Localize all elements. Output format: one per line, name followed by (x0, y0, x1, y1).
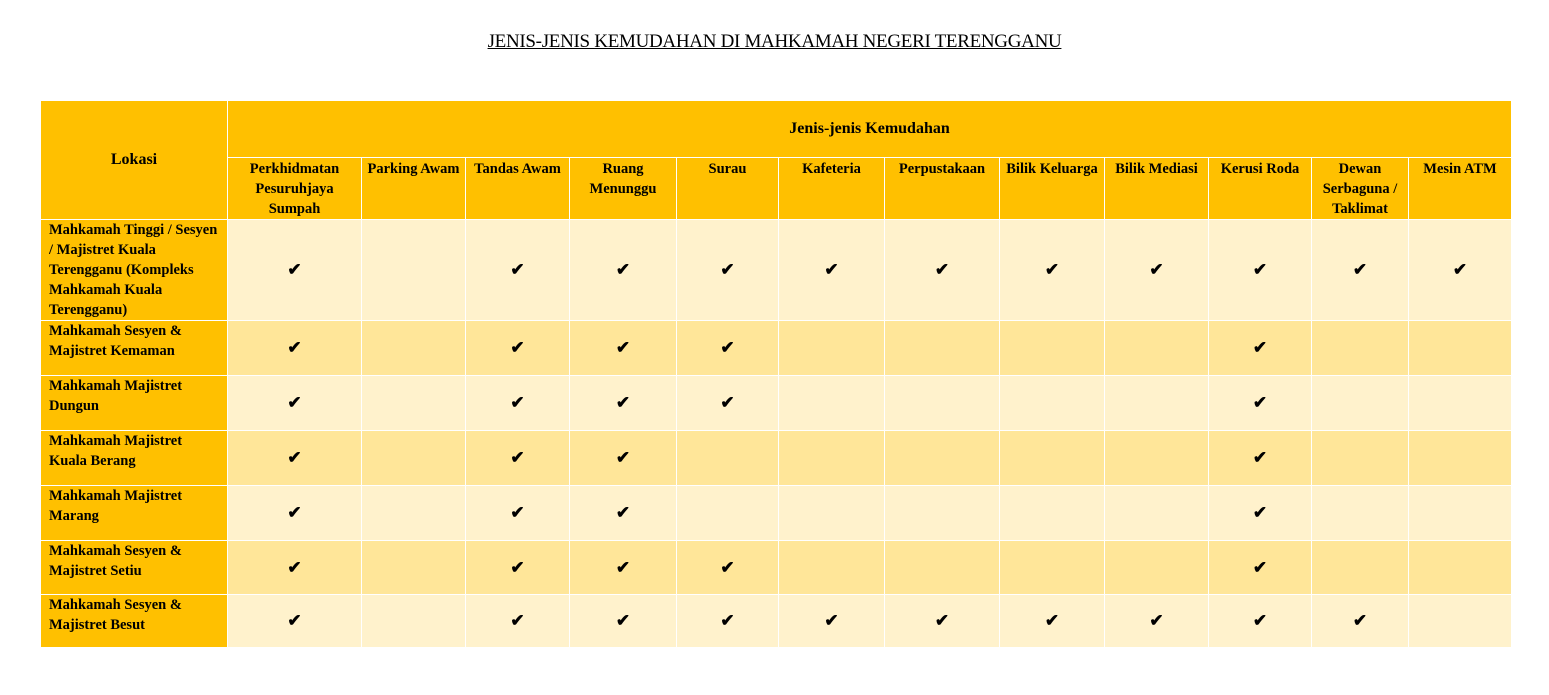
facility-cell (466, 321, 570, 376)
facility-cell (885, 220, 1000, 321)
facility-cell (779, 486, 885, 541)
facility-cell (677, 486, 779, 541)
facility-cell (1312, 376, 1409, 431)
column-header: Mesin ATM (1409, 158, 1512, 220)
facility-cell (1105, 486, 1209, 541)
facility-cell (228, 220, 362, 321)
facility-cell (362, 431, 466, 486)
location-cell: Mahkamah Majistret Dungun (41, 376, 228, 431)
checkmark-icon: ✔ (287, 338, 302, 357)
checkmark-icon: ✔ (615, 557, 631, 577)
location-cell: Mahkamah Sesyen & Majistret Kemaman (41, 321, 228, 376)
checkmark-icon: ✔ (1044, 611, 1060, 630)
facility-cell (570, 595, 677, 648)
column-header: Perpustakaan (885, 158, 1000, 220)
facility-cell (1409, 595, 1512, 648)
page-title: JENIS-JENIS KEMUDAHAN DI MAHKAMAH NEGERI TERENGGANU (487, 31, 1062, 52)
checkmark-icon: ✔ (510, 448, 525, 467)
checkmark-icon: ✔ (615, 611, 631, 630)
facility-cell (1105, 220, 1209, 321)
checkmark-icon: ✔ (287, 260, 302, 279)
column-header: Kafeteria (779, 158, 885, 220)
facility-cell (228, 541, 362, 595)
facility-cell (1209, 486, 1312, 541)
checkmark-icon: ✔ (824, 260, 839, 279)
column-header: Ruang Menunggu (570, 158, 677, 220)
table-row (41, 321, 1512, 376)
facility-cell (779, 431, 885, 486)
facilities-group-header: Jenis-jenis Kemudahan (228, 101, 1512, 158)
facility-cell (466, 595, 570, 648)
checkmark-icon: ✔ (934, 260, 950, 279)
location-cell: Mahkamah Sesyen & Majistret Setiu (41, 541, 228, 595)
facility-cell (885, 321, 1000, 376)
facility-cell (362, 486, 466, 541)
column-header: Dewan Serbaguna / Taklimat (1312, 158, 1409, 220)
facility-cell (1209, 220, 1312, 321)
facility-cell (570, 431, 677, 486)
facility-cell (1000, 595, 1105, 648)
facility-cell (1409, 431, 1512, 486)
facility-cell (1000, 321, 1105, 376)
facility-cell (885, 431, 1000, 486)
facility-cell (570, 376, 677, 431)
checkmark-icon: ✔ (1252, 448, 1268, 467)
facility-cell (466, 541, 570, 595)
facility-cell (228, 321, 362, 376)
location-cell: Mahkamah Majistret Marang (41, 486, 228, 541)
checkmark-icon: ✔ (287, 393, 302, 412)
facility-cell (362, 376, 466, 431)
facility-cell (228, 376, 362, 431)
location-cell: Mahkamah Sesyen & Majistret Besut (41, 595, 228, 648)
checkmark-icon: ✔ (1149, 611, 1164, 630)
facilities-table (40, 100, 1512, 648)
facility-cell (1105, 431, 1209, 486)
facility-cell (228, 595, 362, 648)
facility-cell (570, 321, 677, 376)
location-cell: Mahkamah Majistret Kuala Berang (41, 431, 228, 486)
checkmark-icon: ✔ (720, 260, 735, 279)
checkmark-icon: ✔ (1252, 557, 1268, 577)
checkmark-icon: ✔ (1044, 260, 1060, 279)
facility-cell (677, 595, 779, 648)
checkmark-icon: ✔ (1452, 260, 1468, 279)
table-row (41, 376, 1512, 431)
facility-cell (885, 376, 1000, 431)
facility-cell (779, 220, 885, 321)
checkmark-icon: ✔ (824, 611, 839, 630)
column-header: Surau (677, 158, 779, 220)
facility-cell (1000, 431, 1105, 486)
facility-cell (1209, 376, 1312, 431)
checkmark-icon: ✔ (287, 611, 302, 630)
facility-cell (1409, 321, 1512, 376)
facility-cell (466, 220, 570, 321)
column-header: Tandas Awam (466, 158, 570, 220)
checkmark-icon: ✔ (510, 260, 525, 279)
checkmark-icon: ✔ (1149, 260, 1164, 279)
column-header: Bilik Mediasi (1105, 158, 1209, 220)
facility-cell (677, 220, 779, 321)
facility-cell (228, 486, 362, 541)
facility-cell (1312, 541, 1409, 595)
facility-cell (1312, 220, 1409, 321)
facility-cell (570, 486, 677, 541)
checkmark-icon: ✔ (510, 393, 525, 412)
facility-cell (779, 541, 885, 595)
checkmark-icon: ✔ (1252, 611, 1268, 630)
location-header: Lokasi (41, 101, 228, 220)
facility-cell (1312, 431, 1409, 486)
checkmark-icon: ✔ (287, 503, 302, 522)
facility-cell (466, 431, 570, 486)
facility-cell (885, 486, 1000, 541)
facility-cell (466, 376, 570, 431)
facility-cell (1312, 486, 1409, 541)
facility-cell (779, 321, 885, 376)
facility-cell (1409, 220, 1512, 321)
checkmark-icon: ✔ (720, 393, 735, 412)
checkmark-icon: ✔ (615, 503, 631, 522)
column-header: Kerusi Roda (1209, 158, 1312, 220)
checkmark-icon: ✔ (510, 338, 525, 357)
checkmark-icon: ✔ (720, 557, 735, 577)
checkmark-icon: ✔ (1252, 260, 1268, 279)
location-cell: Mahkamah Tinggi / Sesyen / Majistret Kuala Terengganu (Kompleks Mahkamah Kuala Terengganu) (41, 220, 228, 321)
facility-cell (362, 595, 466, 648)
facility-cell (1209, 431, 1312, 486)
facility-cell (885, 541, 1000, 595)
checkmark-icon: ✔ (510, 503, 525, 522)
facility-cell (1000, 220, 1105, 321)
checkmark-icon: ✔ (720, 338, 735, 357)
facility-cell (1105, 376, 1209, 431)
table-row (41, 220, 1512, 321)
checkmark-icon: ✔ (615, 448, 631, 467)
checkmark-icon: ✔ (1352, 611, 1368, 630)
checkmark-icon: ✔ (1252, 503, 1268, 522)
column-header: Bilik Keluarga (1000, 158, 1105, 220)
facility-cell (677, 321, 779, 376)
column-header: Parking Awam (362, 158, 466, 220)
facility-cell (466, 486, 570, 541)
table-row (41, 595, 1512, 648)
checkmark-icon: ✔ (615, 260, 631, 279)
facility-cell (779, 376, 885, 431)
facility-cell (570, 220, 677, 321)
checkmark-icon: ✔ (615, 338, 631, 357)
facility-cell (677, 541, 779, 595)
table-row (41, 541, 1512, 595)
facility-cell (1000, 486, 1105, 541)
facility-cell (1409, 376, 1512, 431)
facility-cell (1000, 376, 1105, 431)
checkmark-icon: ✔ (934, 611, 950, 630)
facility-cell (885, 595, 1000, 648)
column-header: Perkhidmatan Pesuruhjaya Sumpah (228, 158, 362, 220)
table-row (41, 431, 1512, 486)
checkmark-icon: ✔ (1252, 338, 1268, 357)
checkmark-icon: ✔ (615, 393, 631, 412)
facility-cell (1209, 595, 1312, 648)
facility-cell (677, 376, 779, 431)
facility-cell (1209, 321, 1312, 376)
facility-cell (1105, 321, 1209, 376)
facility-cell (1209, 541, 1312, 595)
facility-cell (362, 541, 466, 595)
facility-cell (1312, 595, 1409, 648)
checkmark-icon: ✔ (720, 611, 735, 630)
facility-cell (1409, 486, 1512, 541)
facility-cell (362, 220, 466, 321)
checkmark-icon: ✔ (1352, 260, 1368, 279)
facility-cell (1312, 321, 1409, 376)
facility-cell (362, 321, 466, 376)
facility-cell (1105, 595, 1209, 648)
checkmark-icon: ✔ (1252, 393, 1268, 412)
facility-cell (1000, 541, 1105, 595)
facility-cell (228, 431, 362, 486)
table-row (41, 486, 1512, 541)
checkmark-icon: ✔ (510, 611, 525, 630)
checkmark-icon: ✔ (287, 448, 302, 467)
facility-cell (570, 541, 677, 595)
facility-cell (779, 595, 885, 648)
checkmark-icon: ✔ (510, 557, 525, 577)
facility-cell (1409, 541, 1512, 595)
facility-cell (1105, 541, 1209, 595)
checkmark-icon: ✔ (287, 557, 302, 577)
facility-cell (677, 431, 779, 486)
